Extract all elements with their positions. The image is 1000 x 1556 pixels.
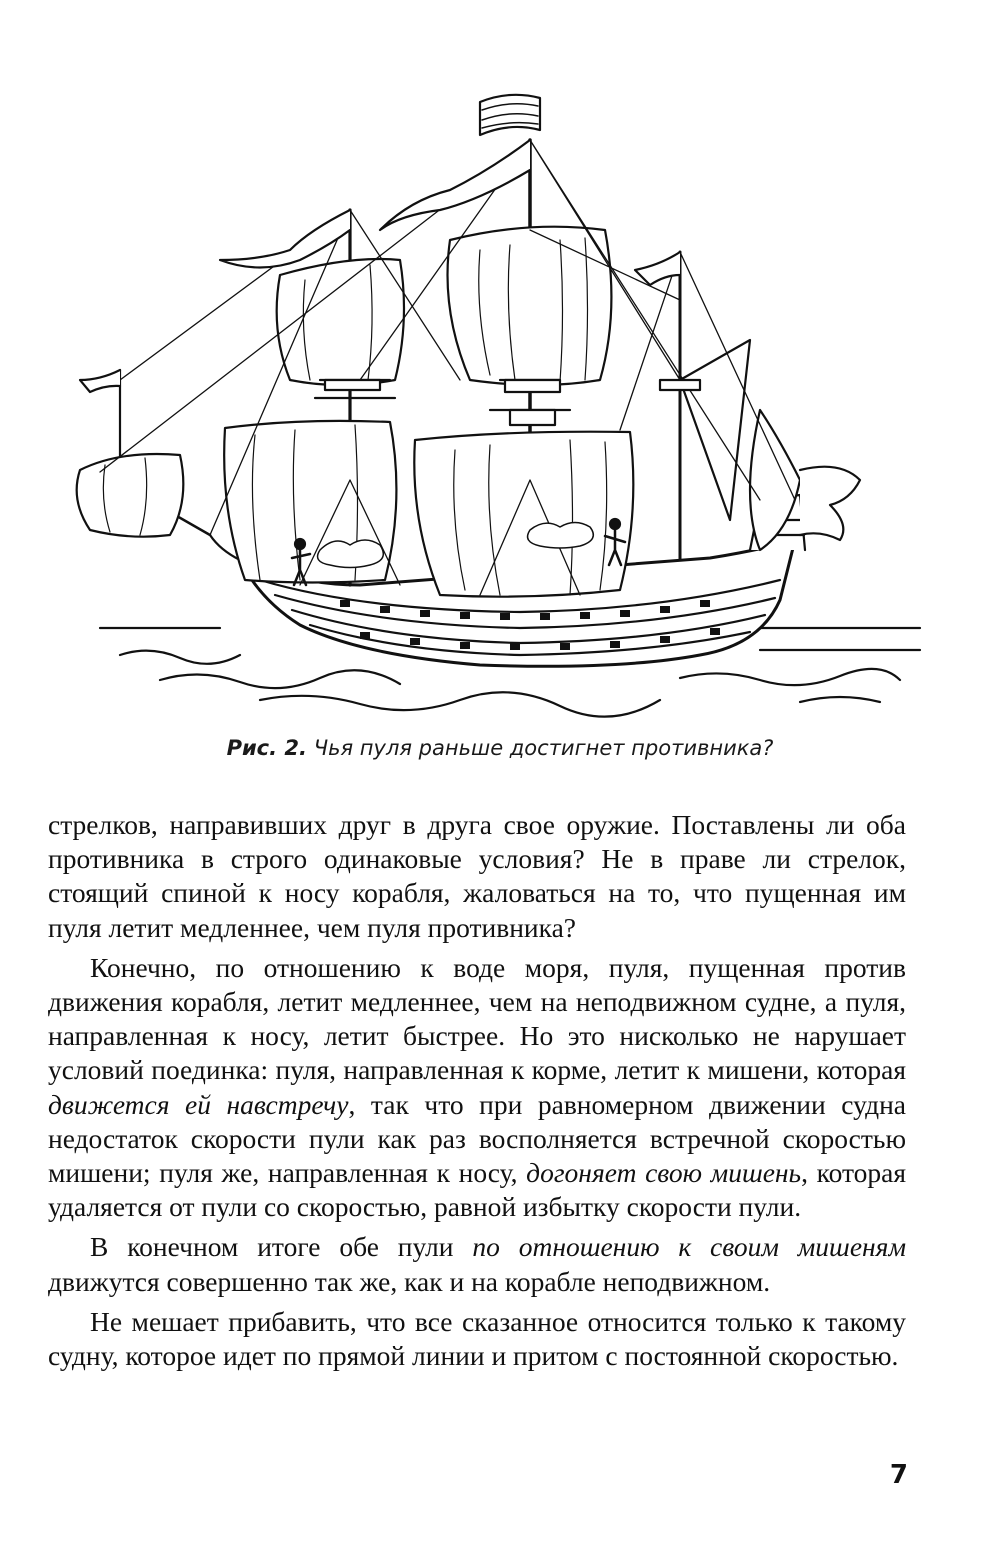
caption-label: Рис. 2. [226,736,308,760]
paragraph-2-text-a: Конечно, по отношению к воде моря, пуля, пущенная против движения корабля, летит медленнее, чем на неподвижном судне, а пуля, направленная к носу, летит быстрее. Но это нисколько не нарушает условий поединка: пуля, направленная к корме, летит к мишени, которая [48,951,906,1086]
body-text [48,808,906,1373]
paragraph-3 [48,1230,906,1298]
paragraph-3-italic: по отношению к своим мишеням [472,1231,907,1263]
paragraph-2-italic-b: догоняет свою мишень [526,1157,802,1189]
paragraph-4 [48,1305,906,1373]
sailing-ship-icon [60,80,940,720]
ship-illustration [60,80,940,720]
caption-text: Чья пуля раньше достигнет противника? [313,736,774,760]
paragraph-3-text-a: В конечном итоге обе пули [90,1231,473,1263]
paragraph-2 [48,951,906,1225]
page-number: 7 [889,1460,908,1490]
paragraph-1-text: стрелков, направивших друг в друга свое оружие. Поставлены ли оба противника в строго одинаковые условия? Не в праве ли стрелок, стоящий спиной к носу корабля, жаловаться на то, что пущенная им пуля летит медленнее, чем пуля противника? [48,809,906,943]
paragraph-4-text: Не мешает прибавить, что все сказанное относится только к такому судну, которое идет по прямой линии и притом с постоянной скоростью. [48,1305,906,1372]
paragraph-1 [48,808,906,945]
figure-caption [0,736,1000,760]
paragraph-3-text-b: движутся совершенно так же, как и на корабле неподвижном. [48,1265,771,1297]
paragraph-2-text-c: , которая удаляется от пули со скоростью, равной избытку скорости пули. [48,1157,906,1223]
paragraph-2-text-b: , так что при равномерном движении судна недостаток скорости пули как раз восполняется встречной скоростью мишени; пуля же, направленная к носу, [48,1088,906,1189]
paragraph-2-italic-a: движется ей навстречу [48,1088,349,1120]
